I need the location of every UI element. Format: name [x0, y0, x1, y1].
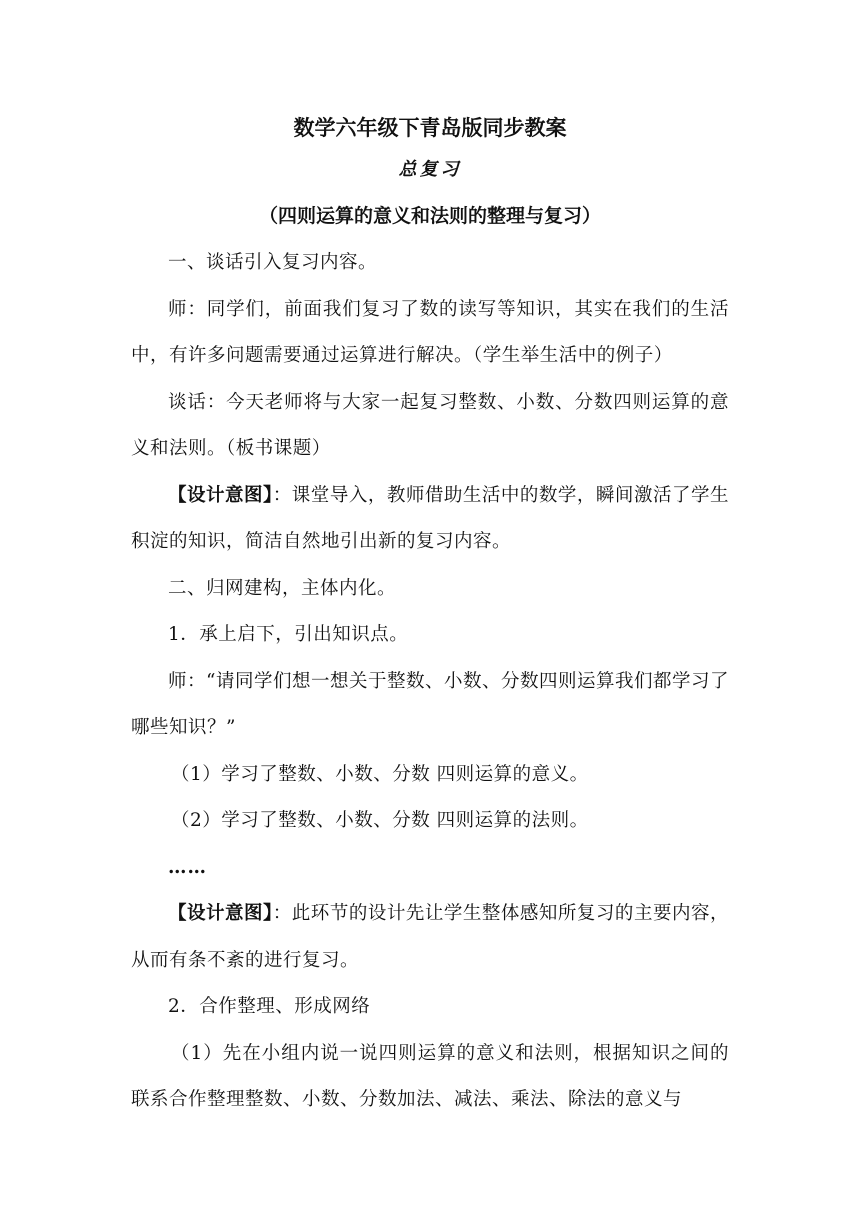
lesson-topic: （四则运算的意义和法则的整理与复习） [258, 205, 601, 227]
paragraph-teacher-opening: 师：同学们，前面我们复习了数的读写等知识，其实在我们的生活中，有许多问题需要通过运算进行解决。（学生举生活中的例子） [131, 298, 729, 366]
paragraph-teacher-question: 师：“请同学们想一想关于整数、小数、分数四则运算我们都学习了哪些知识？” [131, 670, 729, 738]
step-heading-2: 2．合作整理、形成网络 [168, 996, 371, 1017]
paragraph-talk: 谈话：今天老师将与大家一起复习整数、小数、分数四则运算的意义和法则。（板书课题） [131, 391, 729, 459]
design-intent-label: 【设计意图】 [168, 484, 273, 506]
design-intent-label: 【设计意图】 [168, 903, 273, 924]
document-body [131, 108, 729, 1124]
design-intent-text: ：此环节的设计先让学生整体感知所复习的主要内容，从而有条不紊的进行复习。 [131, 903, 729, 971]
step-heading-1: 1．承上启下，引出知识点。 [168, 624, 409, 645]
paragraph-design-intent-1 [131, 473, 729, 566]
paragraph-group-work: （1）先在小组内说一说四则运算的意义和法则，根据知识之间的联系合作整理整数、小数、分数加法、减法、乘法、除法的意义与 [131, 1042, 729, 1110]
paragraph-design-intent-2 [131, 891, 729, 984]
document-subtitle: 总复习 [398, 159, 462, 180]
list-item-meaning: （1）学习了整数、小数、分数 四则运算的意义。 [171, 763, 589, 785]
section-heading-intro: 一、谈话引入复习内容。 [168, 252, 378, 273]
design-intent-text: ：课堂导入，教师借助生活中的数学，瞬间激活了学生积淀的知识，简洁自然地引出新的复习内容。 [131, 484, 729, 552]
ellipsis: …… [168, 856, 207, 878]
document-title: 数学六年级下青岛版同步教案 [293, 115, 567, 140]
list-item-rules: （2）学习了整数、小数、分数 四则运算的法则。 [171, 810, 589, 831]
section-heading-network: 二、归网建构，主体内化。 [168, 577, 397, 599]
